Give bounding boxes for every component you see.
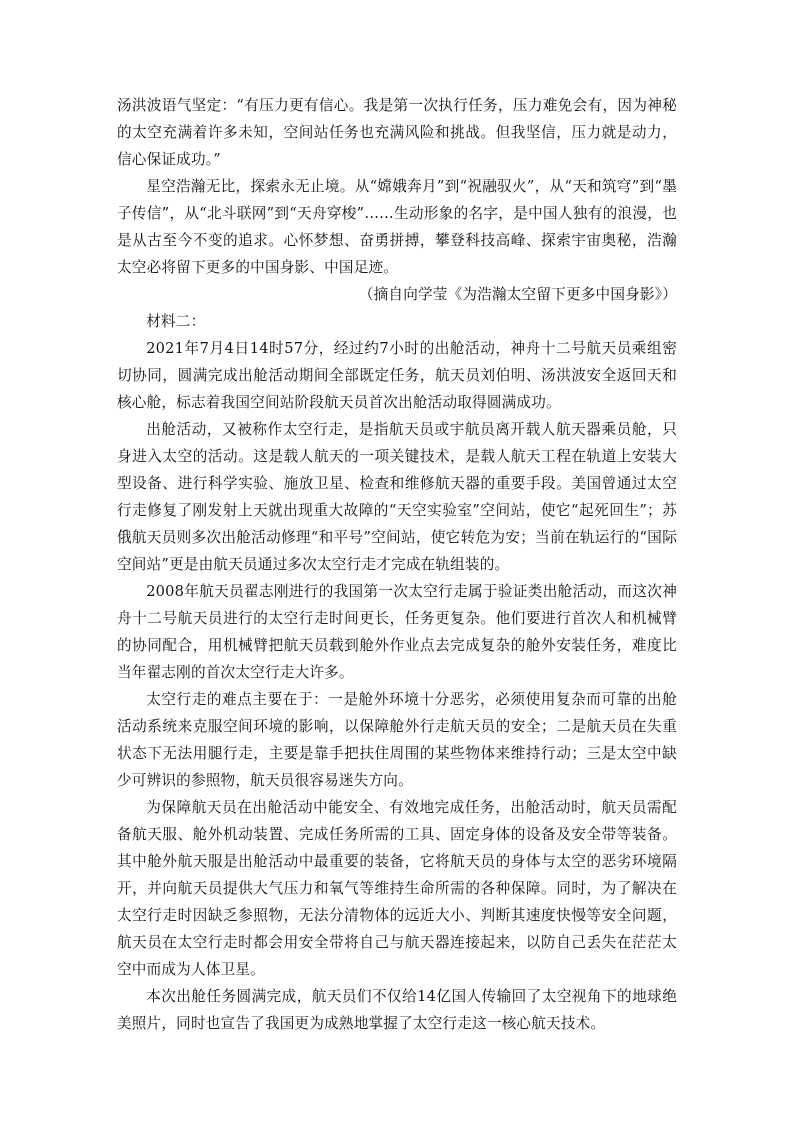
document-body: [117, 92, 677, 1037]
material-two-heading: 材料二：: [146, 313, 206, 330]
paragraph-eva-equipment: 为保障航天员在出舱活动中能安全、有效地完成任务，出舱活动时，航天员需配备航天服、舱外机动装置、完成任务所需的工具、固定身体的设备及安全带等装备。其中舱外航天服是出舱活动中最重要的装备，它将航天员的身体与太空的恶劣环境隔开，并向航天员提供大气压力和氧气等维持生命所需的各种保障。同时，为了解决在太空行走时因缺乏参照物，无法分清物体的远近大小、判断其速度快慢等安全问题，航天员在太空行走时都会用安全带将自己与航天器连接起来，以防自己丢失在茫茫太空中而成为人体卫星。: [117, 799, 677, 978]
paragraph-tang-hongbo-quote: 汤洪波语气坚定：“有压力更有信心。我是第一次执行任务，压力难免会有，因为神秘的太空充满着许多未知，空间站任务也充满风险和挑战。但我坚信，压力就是动力，信心保证成功。”: [117, 97, 677, 168]
paragraph-spacewalk-difficulties: 太空行走的难点主要在于：一是舱外环境十分恶劣，必须使用复杂而可靠的出舱活动系统来克服空间环境的影响，以保障舱外行走航天员的安全；二是航天员在失重状态下无法用腿行走，主要是靠手把扶住周围的某些物体来维持行动；三是太空中缺少可辨识的参照物，航天员很容易迷失方向。: [117, 691, 677, 789]
source-citation: （摘自向学莹《为浩瀚太空留下更多中国身影》）: [358, 286, 677, 303]
paragraph-mission-success: 本次出舱任务圆满完成，航天员们不仅给14亿国人传输回了太空视角下的地球绝美照片，同时也宣告了我国更为成熟地掌握了太空行走这一核心航天技术。: [117, 988, 677, 1032]
paragraph-eva-completion: 2021年7月4日14时57分，经过约7小时的出舱活动，神舟十二号航天员乘组密切协同，圆满完成出舱活动期间全部既定任务，航天员刘伯明、汤洪波安全返回天和核心舱，标志着我国空间站阶段航天员首次出舱活动取得圆满成功。: [117, 340, 677, 411]
paragraph-eva-definition: 出舱活动，又被称作太空行走，是指航天员或宇航员离开载人航天器乘员舱，只身进入太空的活动。这是载人航天的一项关键技术，是载人航天工程在轨道上安装大型设备、进行科学实验、施放卫星、检查和维修航天器的重要手段。美国曾通过太空行走修复了刚发射上天就出现重大故障的“天空实验室”空间站，使它“起死回生”；苏俄航天员则多次出舱活动修理“和平号”空间站，使它转危为安；当前在轨运行的“国际空间站”更是由航天员通过多次太空行走才完成在轨组装的。: [117, 421, 677, 573]
paragraph-2008-spacewalk: 2008年航天员翟志刚进行的我国第一次太空行走属于验证类出舱活动，而这次神舟十二号航天员进行的太空行走时间更长，任务更复杂。他们要进行首次人和机械臂的协同配合，用机械臂把航天员载到舱外作业点去完成复杂的舱外安装任务，难度比当年翟志刚的首次太空行走大许多。: [117, 583, 677, 681]
paragraph-starry-sky: 星空浩瀚无比，探索永无止境。从“嫦娥奔月”到“祝融驭火”，从“天和筑穹”到“墨子传信”，从“北斗联网”到“天舟穿梭”……生动形象的名字，是中国人独有的浪漫，也是从古至今不变的追求。心怀梦想、奋勇拼搏，攀登科技高峰、探索宇宙奥秘，浩瀚太空必将留下更多的中国身影、中国足迹。: [117, 178, 677, 276]
